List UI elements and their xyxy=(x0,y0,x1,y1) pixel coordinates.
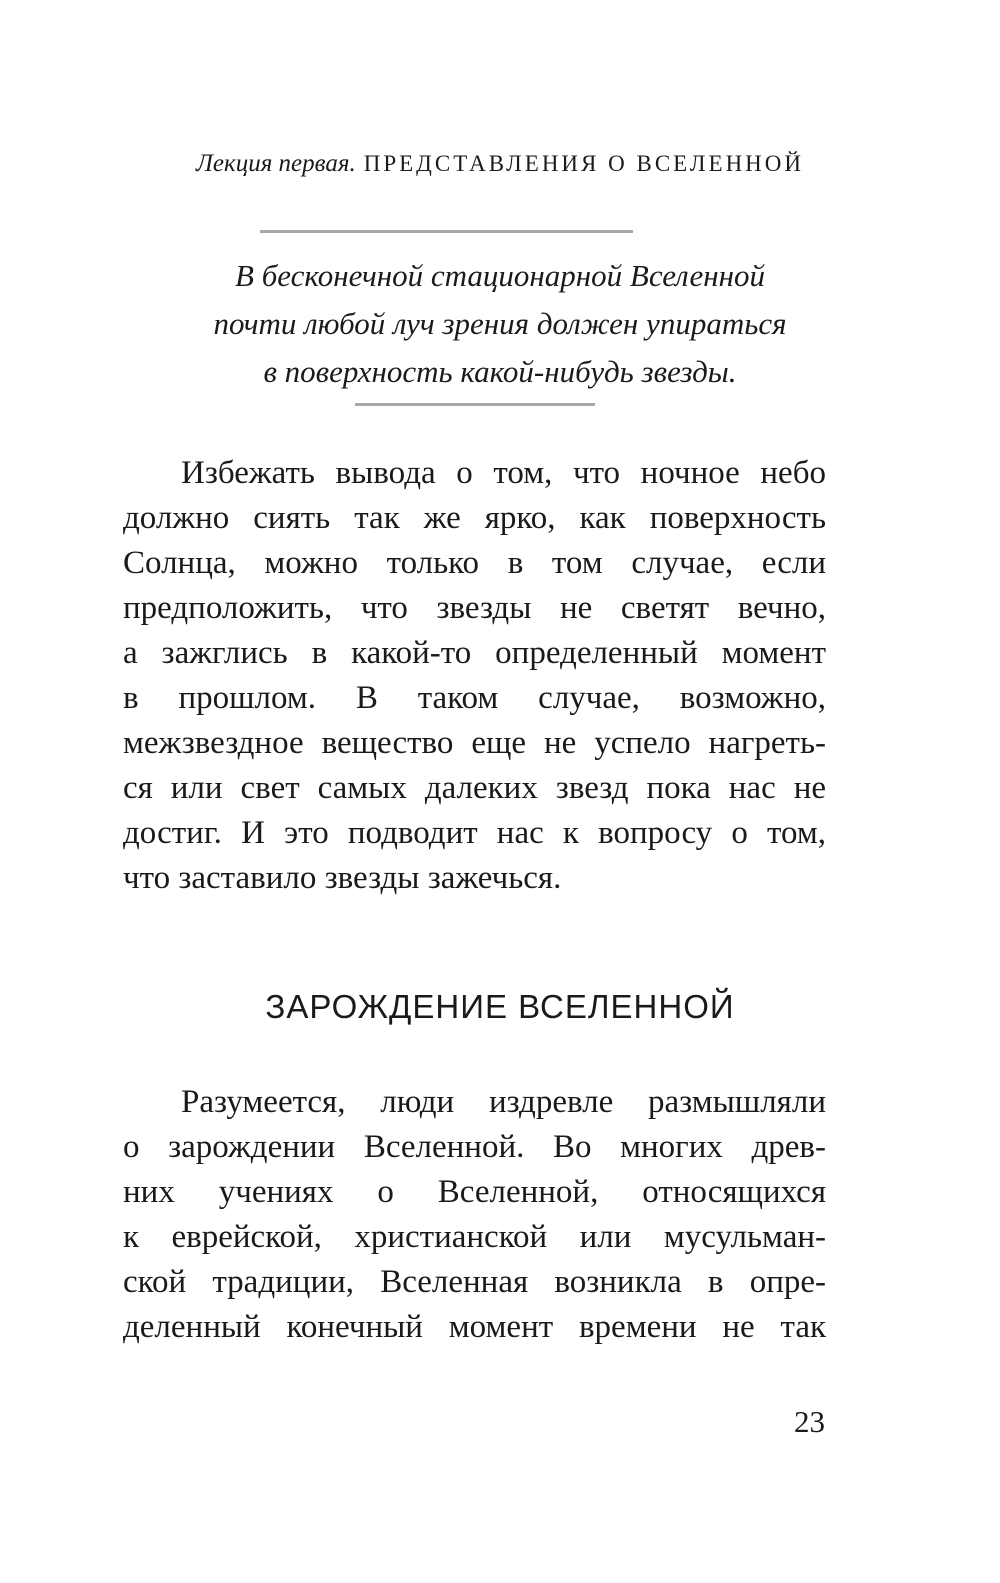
text-line: межзвездное вещество еще не успело нагреть- xyxy=(123,725,826,761)
text-line: ской традиции, Вселенная возникла в опре- xyxy=(123,1264,826,1300)
text-line: о зарождении Вселенной. Во многих древ- xyxy=(123,1129,826,1165)
text-line: достиг. И это подводит нас к вопросу о том, xyxy=(123,815,826,851)
text-line: а зажглись в какой-то определенный момент xyxy=(123,635,826,671)
running-header-section: ПРЕДСТАВЛЕНИЯ О ВСЕЛЕННОЙ xyxy=(363,151,805,176)
epigraph-bottom-rule xyxy=(355,403,595,406)
body-paragraph-2 xyxy=(123,1080,826,1350)
text-line: должно сиять так же ярко, как поверхность xyxy=(123,500,826,536)
text-line: Избежать вывода о том, что ночное небо xyxy=(181,455,826,491)
text-line: Разумеется, люди издревле размышляли xyxy=(181,1084,826,1120)
epigraph-line: почти любой луч зрения должен упираться xyxy=(213,306,787,341)
text-line: предположить, что звезды не светят вечно, xyxy=(123,590,826,626)
text-line: к еврейской, христианской или мусульман- xyxy=(123,1219,826,1255)
text-line: деленный конечный момент времени не так xyxy=(123,1309,826,1345)
text-line: ся или свет самых далеких звезд пока нас не xyxy=(123,770,826,806)
section-heading: ЗАРОЖДЕНИЕ ВСЕЛЕННОЙ xyxy=(265,988,735,1025)
text-line: них учениях о Вселенной, относящихся xyxy=(123,1174,826,1210)
epigraph xyxy=(120,252,880,396)
running-header-lecture: Лекция первая. xyxy=(195,150,356,177)
text-line: Солнца, можно только в том случае, если xyxy=(123,545,826,581)
body-paragraph-1 xyxy=(123,451,826,901)
text-line: в прошлом. В таком случае, возможно, xyxy=(123,680,826,716)
epigraph-top-rule xyxy=(260,230,633,233)
text-line: что заставило звезды зажечься. xyxy=(123,860,562,896)
epigraph-line: В бесконечной стационарной Вселенной xyxy=(235,258,765,293)
epigraph-line: в поверхность какой-нибудь звезды. xyxy=(263,354,737,389)
running-header xyxy=(0,146,1000,181)
page-number: 23 xyxy=(794,1404,825,1439)
